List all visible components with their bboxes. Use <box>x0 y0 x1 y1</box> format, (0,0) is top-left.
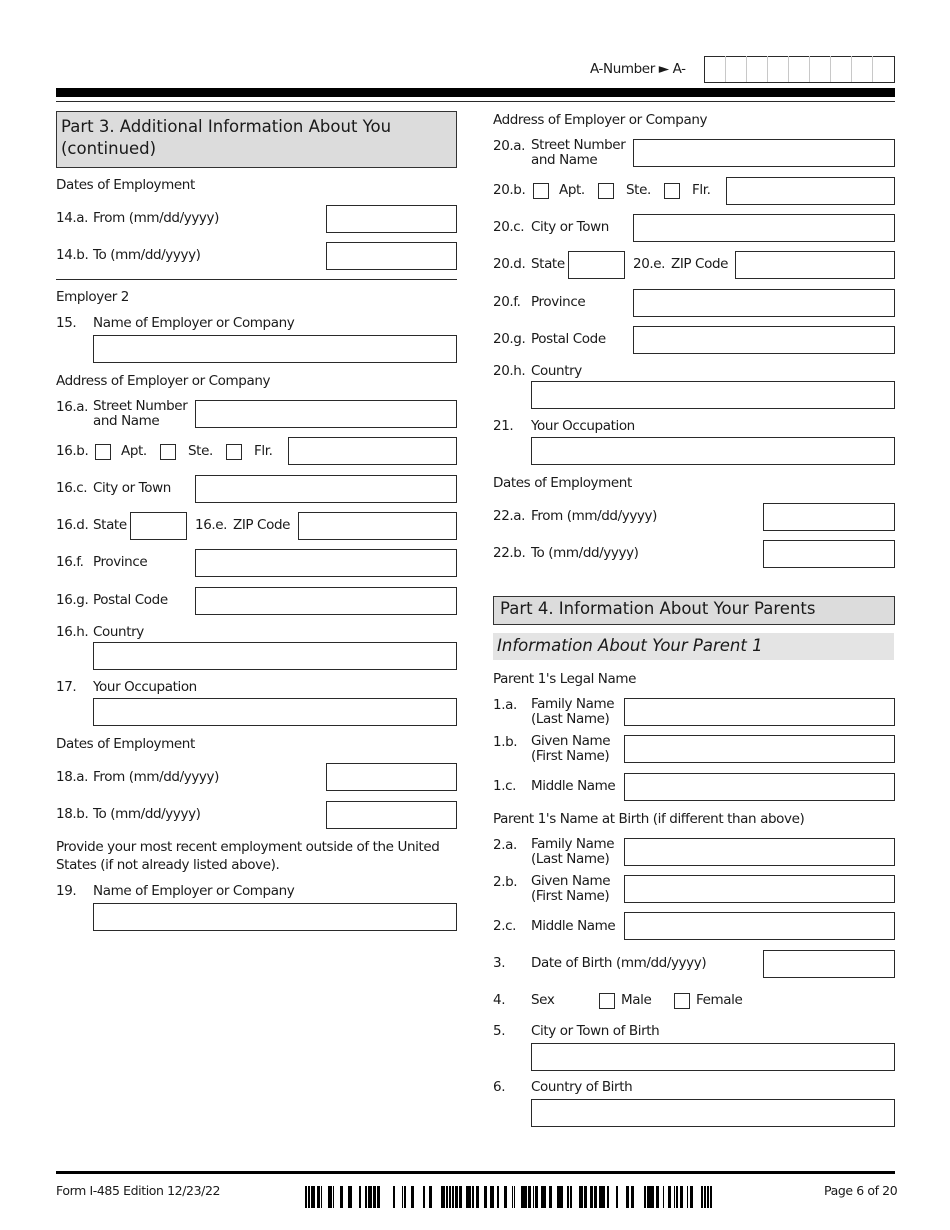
p1b-given-name-input[interactable] <box>624 735 895 763</box>
p1b-label-line2: (First Name) <box>531 748 610 764</box>
q16b-apt-checkbox[interactable] <box>95 444 111 460</box>
q18a-from-date-input[interactable] <box>326 763 457 791</box>
q20a-label-line1: Street Number <box>531 137 626 153</box>
employer-2-heading: Employer 2 <box>56 289 129 305</box>
address-heading-left: Address of Employer or Company <box>56 373 271 389</box>
q16b-unit-number-input[interactable] <box>288 437 457 465</box>
q20f-province-input[interactable] <box>633 289 895 317</box>
a-number-digit[interactable] <box>810 56 831 82</box>
parent1-birth-name-heading: Parent 1's Name at Birth (if different than above) <box>493 811 805 827</box>
q20d-label: State <box>531 256 565 272</box>
p4-male-label: Male <box>621 992 652 1008</box>
q20c-label: City or Town <box>531 219 609 235</box>
q17-number: 17. <box>56 679 77 695</box>
p3-number: 3. <box>493 955 506 971</box>
q20b-flr-checkbox[interactable] <box>664 183 680 199</box>
instructions-line1: Provide your most recent employment outside of the United <box>56 839 440 855</box>
p2c-middle-name-input[interactable] <box>624 912 895 940</box>
p2a-family-name-input[interactable] <box>624 838 895 866</box>
p1c-number: 1.c. <box>493 778 516 794</box>
q20f-label: Province <box>531 294 586 310</box>
q20d-state-input[interactable] <box>568 251 625 279</box>
q20g-number: 20.g. <box>493 331 526 347</box>
q15-label: Name of Employer or Company <box>93 315 295 331</box>
a-number-digit[interactable] <box>768 56 789 82</box>
q20a-label-line2: and Name <box>531 152 598 168</box>
q22b-number: 22.b. <box>493 545 526 561</box>
a-number-label: A-Number ► A- <box>590 61 686 77</box>
p2c-label: Middle Name <box>531 918 616 934</box>
q20b-ste-checkbox[interactable] <box>598 183 614 199</box>
p5-number: 5. <box>493 1023 506 1039</box>
q22a-number: 22.a. <box>493 508 526 524</box>
q19-employer-name-input[interactable] <box>93 903 457 931</box>
q20f-number: 20.f. <box>493 294 521 310</box>
q20e-label: ZIP Code <box>671 256 729 272</box>
recent-employment-instructions <box>56 838 439 874</box>
q16b-flr-label: Flr. <box>254 443 273 459</box>
q20c-number: 20.c. <box>493 219 525 235</box>
p4-female-checkbox[interactable] <box>674 993 690 1009</box>
q20b-unit-number-input[interactable] <box>726 177 895 205</box>
dates-of-employment-heading: Dates of Employment <box>56 177 195 193</box>
q18b-to-date-input[interactable] <box>326 801 457 829</box>
p2c-number: 2.c. <box>493 918 516 934</box>
q16g-number: 16.g. <box>56 592 89 608</box>
part4-header <box>493 596 895 625</box>
q16c-number: 16.c. <box>56 480 88 496</box>
p3-label: Date of Birth (mm/dd/yyyy) <box>531 955 707 971</box>
q21-number: 21. <box>493 418 514 434</box>
part3-continued: (continued) <box>61 139 157 158</box>
p2b-given-name-input[interactable] <box>624 875 895 903</box>
p2a-label-line2: (Last Name) <box>531 851 610 867</box>
address-heading-right: Address of Employer or Company <box>493 112 708 128</box>
parent1-legal-name-heading: Parent 1's Legal Name <box>493 671 637 687</box>
p2a-label <box>531 837 614 867</box>
q16f-label: Province <box>93 554 148 570</box>
a-number-digit[interactable] <box>789 56 810 82</box>
q15-number: 15. <box>56 315 77 331</box>
parent1-subheader-text: Information About Your Parent 1 <box>497 636 763 655</box>
p4-female-label: Female <box>696 992 743 1008</box>
q15-employer-name-input[interactable] <box>93 335 457 363</box>
q20b-number: 20.b. <box>493 182 526 198</box>
p1a-label-line1: Family Name <box>531 696 615 712</box>
p1b-label-line1: Given Name <box>531 733 611 749</box>
p2a-label-line1: Family Name <box>531 836 615 852</box>
q20e-number: 20.e. <box>633 256 666 272</box>
q18b-label: To (mm/dd/yyyy) <box>93 806 201 822</box>
q18b-number: 18.b. <box>56 806 89 822</box>
q21-label: Your Occupation <box>531 418 635 434</box>
a-number-digit[interactable] <box>747 56 768 82</box>
q14a-label: From (mm/dd/yyyy) <box>93 210 219 226</box>
q14b-label: To (mm/dd/yyyy) <box>93 247 201 263</box>
q19-label: Name of Employer or Company <box>93 883 295 899</box>
q14a-from-date-input[interactable] <box>326 205 457 233</box>
dates-of-employment-heading-right: Dates of Employment <box>493 475 632 491</box>
q14b-to-date-input[interactable] <box>326 242 457 270</box>
p4-label: Sex <box>531 992 555 1008</box>
q16e-number: 16.e. <box>195 517 228 533</box>
q18a-number: 18.a. <box>56 769 89 785</box>
a-number-digit[interactable] <box>705 56 726 82</box>
p1a-label-line2: (Last Name) <box>531 711 610 727</box>
p1c-label: Middle Name <box>531 778 616 794</box>
p2a-number: 2.a. <box>493 837 517 853</box>
header-rule-thin <box>56 101 895 102</box>
q16h-label: Country <box>93 624 144 640</box>
q16b-ste-checkbox[interactable] <box>160 444 176 460</box>
q14b-number: 14.b. <box>56 247 89 263</box>
p3-date-of-birth-input[interactable] <box>763 950 895 978</box>
p1b-number: 1.b. <box>493 734 518 750</box>
q20g-postal-code-input[interactable] <box>633 326 895 354</box>
section-divider <box>56 279 457 280</box>
q16h-number: 16.h. <box>56 624 89 640</box>
q16a-label <box>93 399 187 429</box>
q16c-city-input[interactable] <box>195 475 457 503</box>
q19-number: 19. <box>56 883 77 899</box>
p4-male-checkbox[interactable] <box>599 993 615 1009</box>
parent1-subheader <box>493 633 894 660</box>
p1a-number: 1.a. <box>493 697 517 713</box>
q18a-label: From (mm/dd/yyyy) <box>93 769 219 785</box>
p2b-label-line1: Given Name <box>531 873 611 889</box>
p5-city-of-birth-input[interactable] <box>531 1043 895 1071</box>
q16b-ste-label: Ste. <box>188 443 213 459</box>
q16e-label: ZIP Code <box>233 517 291 533</box>
q20h-number: 20.h. <box>493 363 526 379</box>
q20b-apt-label: Apt. <box>559 182 585 198</box>
p6-label: Country of Birth <box>531 1079 633 1095</box>
q20b-ste-label: Ste. <box>626 182 651 198</box>
q20b-apt-checkbox[interactable] <box>533 183 549 199</box>
a-number-digit[interactable] <box>831 56 852 82</box>
page-number: Page 6 of 20 <box>824 1183 898 1198</box>
q16d-state-input[interactable] <box>130 512 187 540</box>
p1c-middle-name-input[interactable] <box>624 773 895 801</box>
q22b-to-date-input[interactable] <box>763 540 895 568</box>
p1b-label <box>531 734 610 764</box>
q20d-number: 20.d. <box>493 256 526 272</box>
part3-title: Part 3. Additional Information About You <box>61 117 392 136</box>
q14a-number: 14.a. <box>56 210 89 226</box>
q21-occupation-input[interactable] <box>531 437 895 465</box>
q20a-label <box>531 138 625 168</box>
q20a-street-input[interactable] <box>633 139 895 167</box>
q16g-label: Postal Code <box>93 592 168 608</box>
q16g-postal-code-input[interactable] <box>195 587 457 615</box>
q20c-city-input[interactable] <box>633 214 895 242</box>
q16a-number: 16.a. <box>56 399 89 415</box>
q17-label: Your Occupation <box>93 679 197 695</box>
q16a-label-line1: Street Number <box>93 398 188 414</box>
instructions-line2: States (if not already listed above). <box>56 857 280 873</box>
footer-rule <box>56 1171 895 1174</box>
a-number-digit[interactable] <box>852 56 873 82</box>
p6-country-of-birth-input[interactable] <box>531 1099 895 1127</box>
p2b-label <box>531 874 610 904</box>
p6-number: 6. <box>493 1079 506 1095</box>
q16e-zip-input[interactable] <box>298 512 457 540</box>
q22a-label: From (mm/dd/yyyy) <box>531 508 657 524</box>
q20e-zip-input[interactable] <box>735 251 895 279</box>
form-edition: Form I-485 Edition 12/23/22 <box>56 1183 221 1198</box>
q16a-label-line2: and Name <box>93 413 160 429</box>
a-number-digit[interactable] <box>726 56 747 82</box>
q22b-label: To (mm/dd/yyyy) <box>531 545 639 561</box>
q16b-flr-checkbox[interactable] <box>226 444 242 460</box>
barcode-image <box>305 1186 713 1208</box>
q22a-from-date-input[interactable] <box>763 503 895 531</box>
q20h-label: Country <box>531 363 582 379</box>
p1a-label <box>531 697 614 727</box>
q17-occupation-input[interactable] <box>93 698 457 726</box>
q20g-label: Postal Code <box>531 331 606 347</box>
q16h-country-input[interactable] <box>93 642 457 670</box>
q16b-number: 16.b. <box>56 443 89 459</box>
part4-title: Part 4. Information About Your Parents <box>500 599 816 618</box>
p5-label: City or Town of Birth <box>531 1023 660 1039</box>
p2b-label-line2: (First Name) <box>531 888 610 904</box>
part3-header <box>56 111 457 168</box>
q20b-flr-label: Flr. <box>692 182 711 198</box>
q20a-number: 20.a. <box>493 138 526 154</box>
q16d-number: 16.d. <box>56 517 89 533</box>
q16d-label: State <box>93 517 127 533</box>
q16a-street-input[interactable] <box>195 400 457 428</box>
dates-of-employment-heading-2: Dates of Employment <box>56 736 195 752</box>
p4-number: 4. <box>493 992 506 1008</box>
p1a-family-name-input[interactable] <box>624 698 895 726</box>
q16c-label: City or Town <box>93 480 171 496</box>
q20h-country-input[interactable] <box>531 381 895 409</box>
q16f-province-input[interactable] <box>195 549 457 577</box>
q16f-number: 16.f. <box>56 554 84 570</box>
header-rule <box>56 88 895 97</box>
p2b-number: 2.b. <box>493 874 518 890</box>
q16b-apt-label: Apt. <box>121 443 147 459</box>
